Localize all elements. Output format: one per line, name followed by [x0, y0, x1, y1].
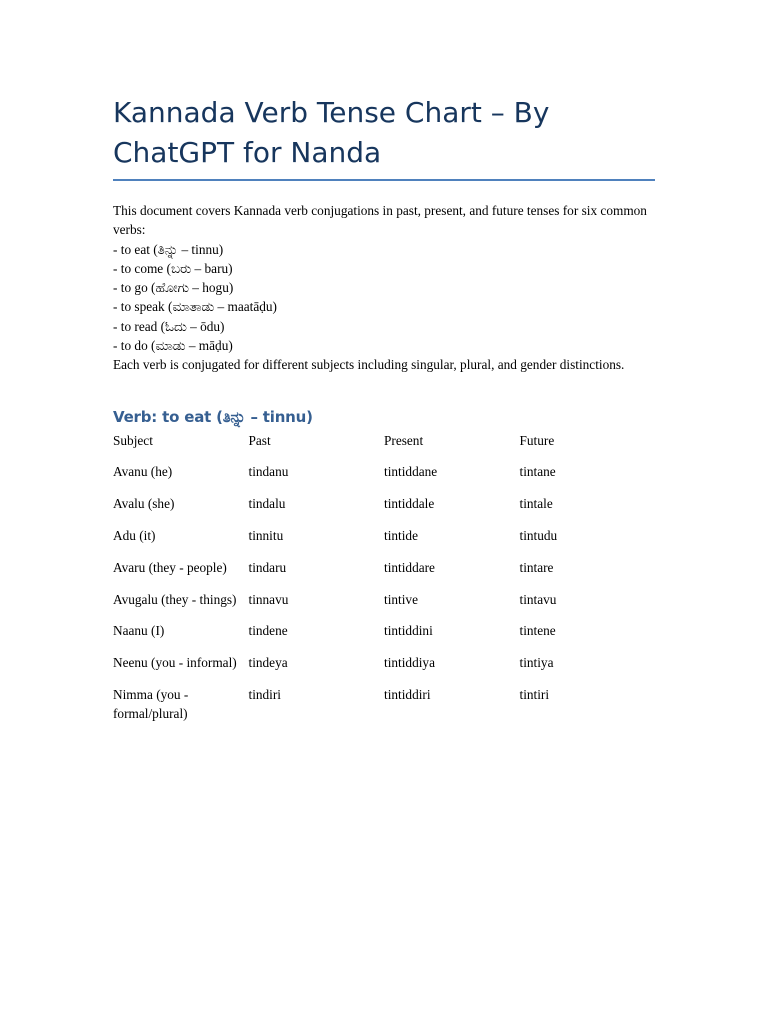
- intro-line: Each verb is conjugated for different subjects including singular, plural, and gender distinctions.: [113, 357, 625, 373]
- table-row: [113, 621, 655, 653]
- conjugation-cell: tintiya: [519, 655, 554, 671]
- header-cell: Future: [519, 432, 555, 448]
- table-row: [113, 462, 655, 494]
- conjugation-cell: tintive: [384, 591, 418, 607]
- conjugation-cell: tinnitu: [248, 528, 284, 544]
- conjugation-cell: tindiri: [248, 687, 282, 703]
- intro-line: - to do (ಮಾಡು – māḍu): [113, 338, 233, 354]
- title-underline: [113, 179, 655, 181]
- conjugation-cell: tintiddane: [384, 464, 438, 480]
- conjugation-cell: tintiri: [519, 687, 550, 703]
- table-row: [113, 558, 655, 590]
- document-page: [113, 93, 655, 736]
- header-cell: Present: [384, 432, 424, 448]
- intro-paragraph: [113, 201, 655, 375]
- conjugation-cell: tintudu: [519, 528, 558, 544]
- subject-cell: Avalu (she): [113, 496, 175, 512]
- conjugation-cell: tintiddiya: [384, 655, 435, 671]
- conjugation-cell: tintene: [519, 623, 556, 639]
- subject-cell: Avugalu (they - things): [113, 591, 237, 607]
- subject-cell: Neenu (you - informal): [113, 655, 237, 671]
- table-row: [113, 653, 655, 685]
- table-row: [113, 590, 655, 622]
- table-row: [113, 685, 655, 736]
- conjugation-cell: tindalu: [248, 496, 286, 512]
- intro-line: - to come (ಬರು – baru): [113, 260, 233, 276]
- table-row: [113, 494, 655, 526]
- conjugation-cell: tindanu: [248, 464, 289, 480]
- subject-cell: Nimma (you - formal/plural): [113, 687, 189, 722]
- conjugation-cell: tinnavu: [248, 591, 289, 607]
- intro-line: This document covers Kannada verb conjugations in past, present, and future tenses for six common verbs:: [113, 203, 647, 238]
- section-heading: Verb: to eat (ತಿನ್ನು – tinnu): [113, 407, 313, 426]
- conjugation-cell: tintiddale: [384, 496, 435, 512]
- header-cell: Subject: [113, 432, 153, 448]
- conjugation-cell: tintare: [519, 559, 554, 575]
- conjugation-cell: tintide: [384, 528, 418, 544]
- document-title: Kannada Verb Tense Chart – By ChatGPT for Nanda: [113, 96, 550, 169]
- intro-line: - to speak (ಮಾತಾಡು – maatāḍu): [113, 299, 277, 315]
- intro-line: - to read (ಓದು – ōdu): [113, 318, 225, 334]
- tense-table: [113, 431, 655, 736]
- conjugation-cell: tintiddini: [384, 623, 433, 639]
- subject-cell: Avanu (he): [113, 464, 173, 480]
- intro-line: - to go (ಹೋಗು – hogu): [113, 280, 234, 296]
- conjugation-cell: tintale: [519, 496, 553, 512]
- table-header-row: [113, 431, 655, 463]
- subject-cell: Adu (it): [113, 528, 156, 544]
- table-body: [113, 462, 655, 736]
- conjugation-cell: tintiddiri: [384, 687, 431, 703]
- subject-cell: Avaru (they - people): [113, 559, 227, 575]
- conjugation-cell: tindaru: [248, 559, 287, 575]
- conjugation-cell: tindene: [248, 623, 288, 639]
- intro-line: - to eat (ತಿನ್ನು – tinnu): [113, 241, 224, 257]
- conjugation-cell: tintiddare: [384, 559, 435, 575]
- subject-cell: Naanu (I): [113, 623, 165, 639]
- conjugation-cell: tintavu: [519, 591, 557, 607]
- conjugation-cell: tintane: [519, 464, 556, 480]
- conjugation-cell: tindeya: [248, 655, 288, 671]
- table-row: [113, 526, 655, 558]
- header-cell: Past: [248, 432, 271, 448]
